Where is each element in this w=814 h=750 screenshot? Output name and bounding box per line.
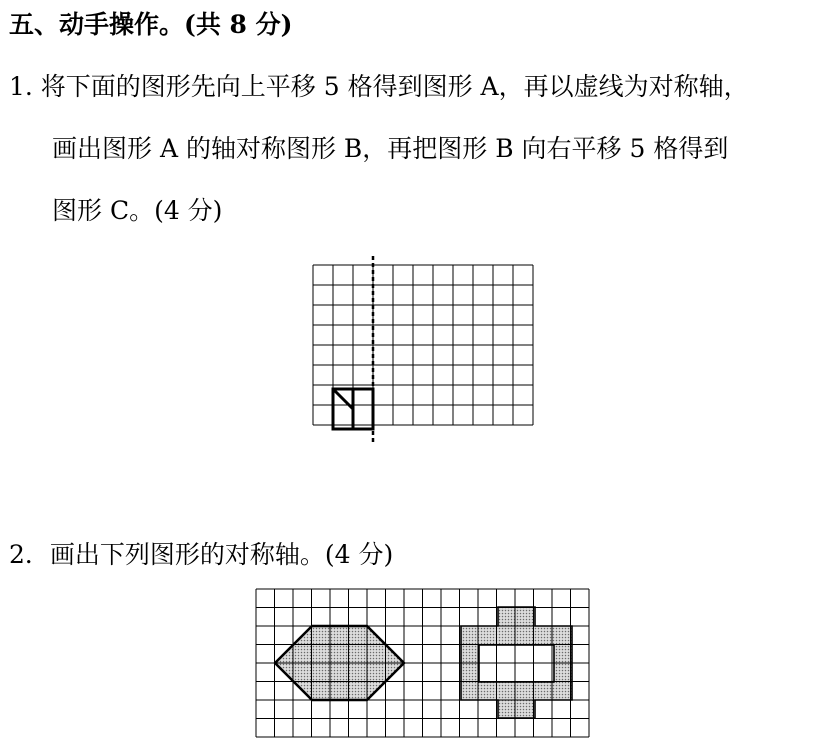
hexagon-shape [275, 626, 404, 700]
question-1-grid [313, 265, 533, 425]
question-2-grid [256, 589, 589, 737]
cross-outline [461, 607, 572, 718]
question-1-line-2: 画出图形 A 的轴对称图形 B，再把图形 B 向右平移 5 格得到 [52, 134, 729, 163]
question-2-text: 2．画出下列图形的对称轴。(4 分) [9, 540, 394, 569]
question-1-line-3: 图形 C。(4 分) [52, 196, 223, 225]
original-shape [333, 389, 373, 429]
hexagon-outline [275, 626, 404, 700]
cross-shape [461, 607, 572, 718]
section-title: 五、动手操作。(共 8 分) [9, 10, 293, 39]
question-1-line-1: 1. 将下面的图形先向上平移 5 格得到图形 A，再以虚线为对称轴， [9, 72, 749, 101]
